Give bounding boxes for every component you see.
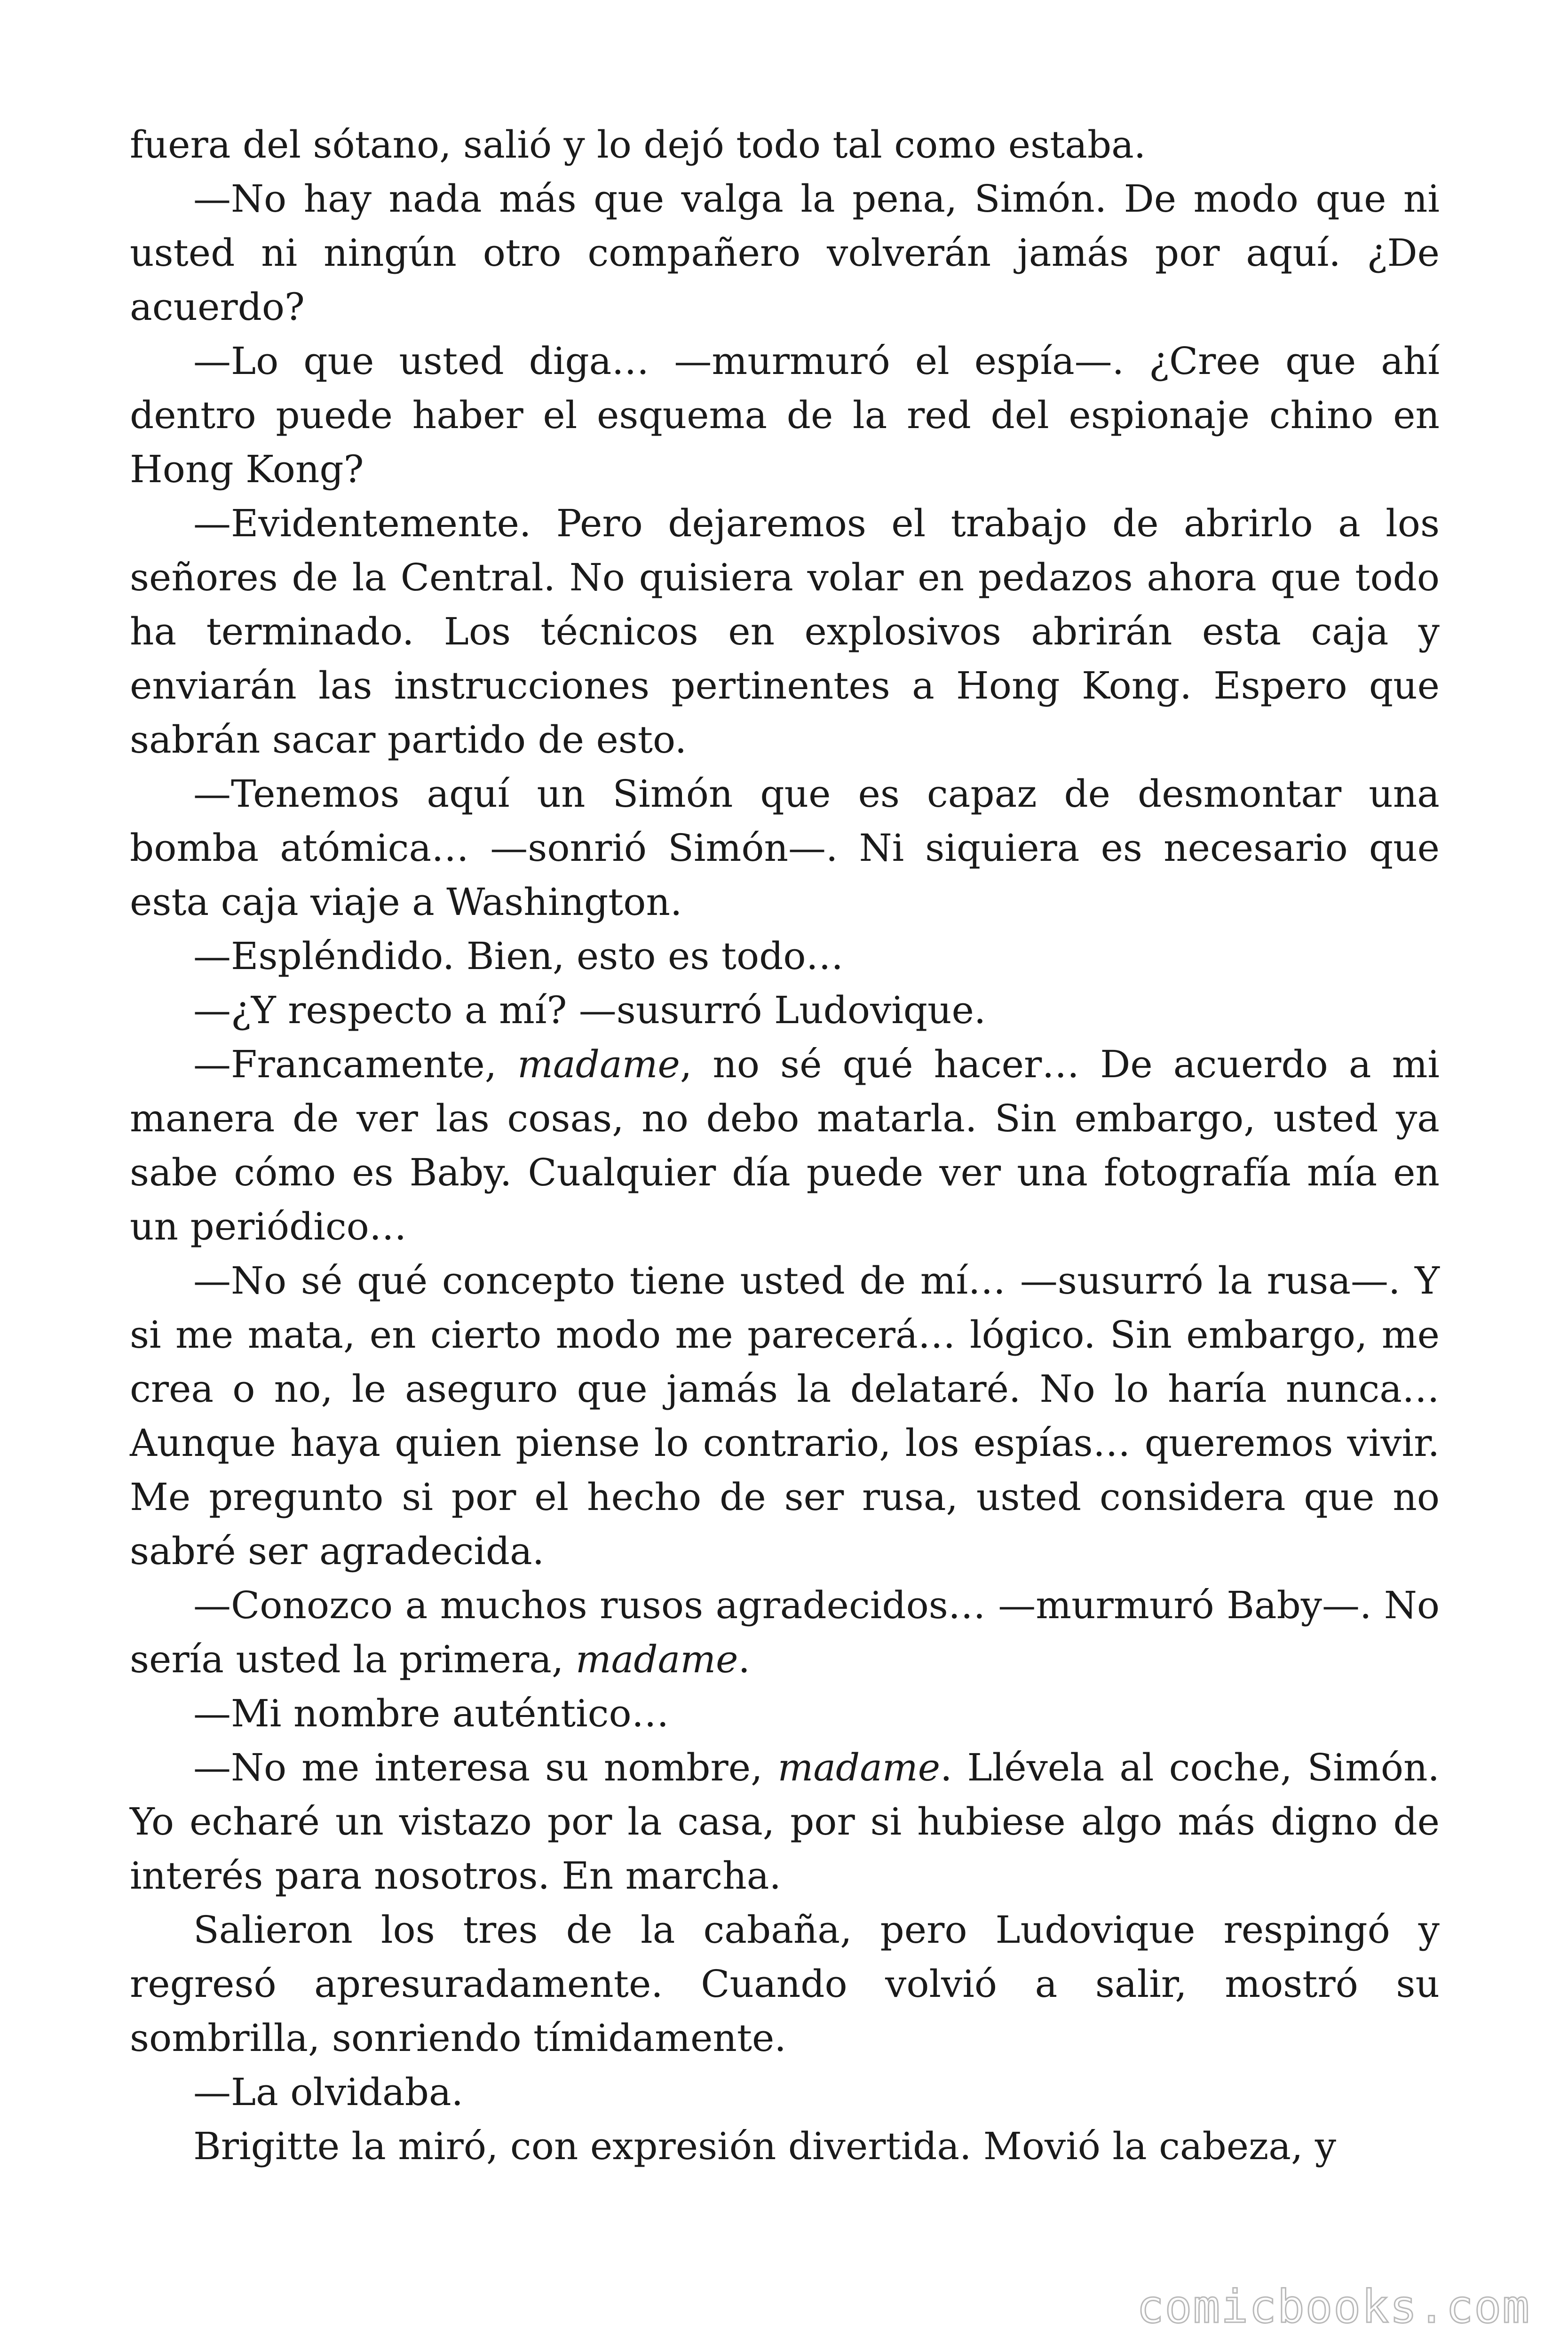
- paragraph-text: . Llévela al coche, Simón. Yo echaré un vistazo por la casa, por si hubiese algo más digno de interés para nosotros. En marcha.: [130, 1746, 1440, 1898]
- paragraph: [130, 1686, 1440, 1740]
- paragraph-text: —Lo que usted diga… —murmuró el espía—. ¿Cree que ahí dentro puede haber el esquema de la red del espionaje chino en Hong Kong?: [130, 339, 1440, 491]
- paragraph: [130, 1903, 1440, 2065]
- paragraph-text: fuera del sótano, salió y lo dejó todo tal como estaba.: [130, 123, 1146, 167]
- paragraph: [130, 496, 1440, 767]
- italic-word: madame: [777, 1746, 941, 1789]
- paragraph: [130, 1254, 1440, 1578]
- paragraph-text: .: [738, 1637, 750, 1681]
- book-page-body: [130, 118, 1440, 2173]
- paragraph-text: —No me interesa su nombre,: [193, 1746, 778, 1789]
- paragraph-text: —Espléndido. Bien, esto es todo…: [193, 934, 844, 978]
- paragraph: [130, 767, 1440, 929]
- paragraph-text: —La olvidaba.: [193, 2070, 464, 2114]
- paragraph: [130, 929, 1440, 983]
- paragraph: [130, 118, 1440, 172]
- paragraph: [130, 2065, 1440, 2119]
- paragraph-text: —Mi nombre auténtico…: [193, 1692, 669, 1735]
- paragraph-text: —No hay nada más que valga la pena, Simón. De modo que ni usted ni ningún otro compañero volverán jamás por aquí. ¿De acuerdo?: [130, 177, 1440, 329]
- paragraph-text: —¿Y respecto a mí? —susurró Ludovique.: [193, 988, 986, 1032]
- paragraph-text: —Conozco a muchos rusos agradecidos… —murmuró Baby—. No sería usted la primera,: [130, 1583, 1440, 1681]
- italic-word: madame: [575, 1637, 738, 1681]
- paragraph: [130, 172, 1440, 334]
- paragraph: [130, 2119, 1440, 2173]
- paragraph: [130, 1740, 1440, 1903]
- paragraph-text: —Evidentemente. Pero dejaremos el trabajo de abrirlo a los señores de la Central. No quisiera volar en pedazos ahora que todo ha terminado. Los técnicos en explosivos abrirán esta caja y enviarán las instrucciones pertinentes a Hong Kong. Espero que sabrán sacar partido de esto.: [130, 501, 1440, 762]
- paragraph-text: Salieron los tres de la cabaña, pero Ludovique respingó y regresó apresuradamente. Cuando volvió a salir, mostró su sombrilla, sonriendo tímidamente.: [130, 1908, 1440, 2060]
- paragraph: [130, 1578, 1440, 1686]
- italic-word: madame: [517, 1042, 680, 1086]
- watermark: comicbooks.com: [1136, 2280, 1530, 2333]
- paragraph-text: Brigitte la miró, con expresión divertida. Movió la cabeza, y: [193, 2124, 1337, 2168]
- paragraph: [130, 983, 1440, 1037]
- paragraph-text: —Tenemos aquí un Simón que es capaz de desmontar una bomba atómica… —sonrió Simón—. Ni siquiera es necesario que esta caja viaje a Washington.: [130, 772, 1440, 924]
- paragraph: [130, 334, 1440, 496]
- paragraph-text: —No sé qué concepto tiene usted de mí… —susurró la rusa—. Y si me mata, en cierto modo me parecerá… lógico. Sin embargo, me crea o no, le aseguro que jamás la delataré. No lo haría nunca… Aunque haya quien piense lo contrario, los espías… queremos vivir. Me pregunto si por el hecho de ser rusa, usted considera que no sabré ser agradecida.: [130, 1259, 1440, 1573]
- paragraph-text: —Francamente,: [193, 1042, 518, 1086]
- paragraph-text: , no sé qué hacer… De acuerdo a mi manera de ver las cosas, no debo matarla. Sin embargo, usted ya sabe cómo es Baby. Cualquier día puede ver una fotografía mía en un periódico…: [130, 1042, 1440, 1248]
- paragraph: [130, 1037, 1440, 1254]
